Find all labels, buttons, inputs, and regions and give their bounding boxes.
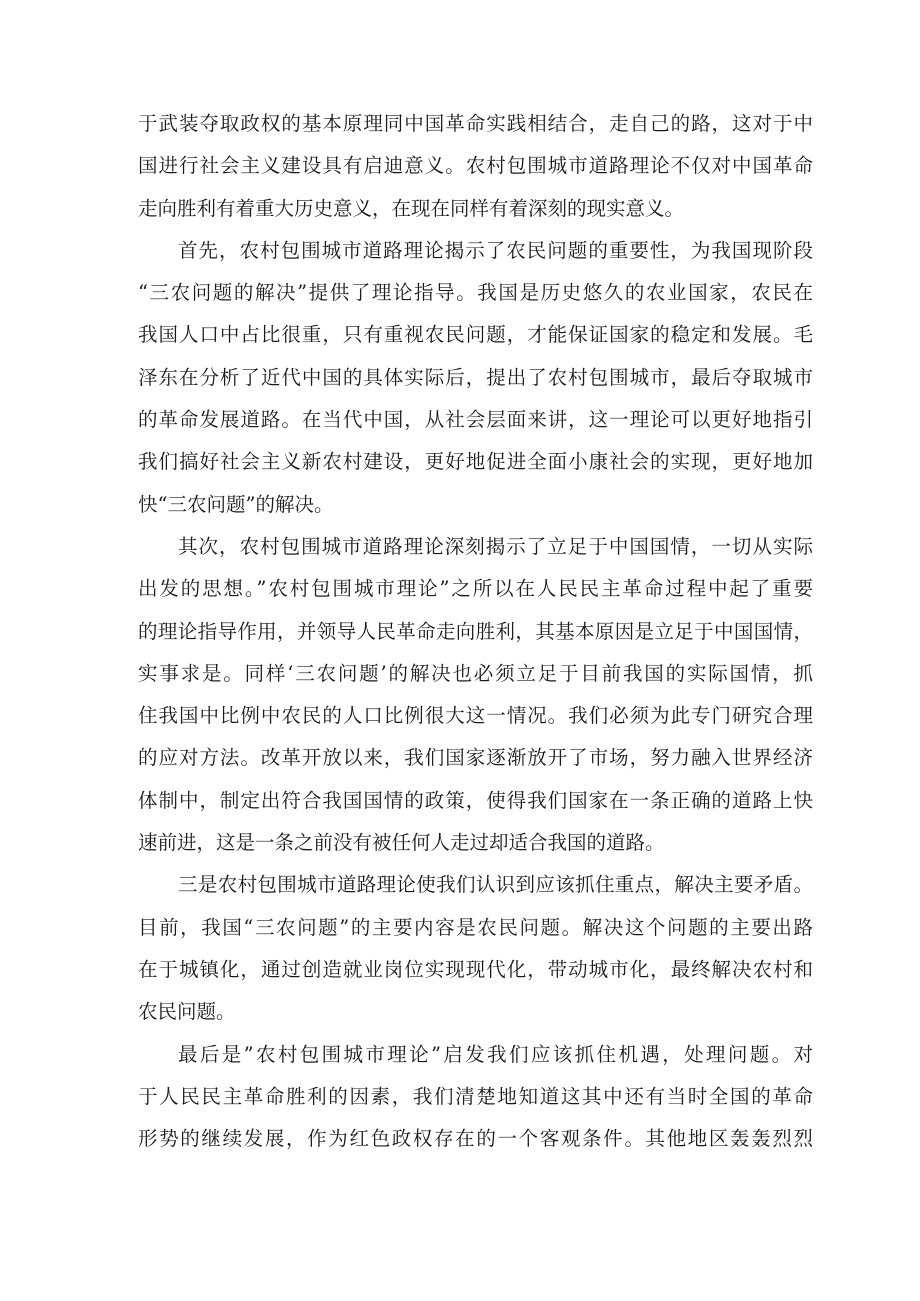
text-line: 于武装夺取政权的基本原理同中国革命实践相结合，走自己的路，这对于中 [138,112,813,135]
text-line: 的革命发展道路。在当代中国，从社会层面来讲，这一理论可以更好地指引 [138,408,813,432]
text-line: 我国人口中占比很重，只有重视农民问题，才能保证国家的稳定和发展。毛 [138,323,813,347]
text-line: 形势的继续发展，作为红色政权存在的一个客观条件。其他地区轰轰烈烈 [138,1127,813,1151]
text-line: 目前，我国“三农问题”的主要内容是农民问题。解决这个问题的主要出路 [138,915,813,939]
text-line: 体制中，制定出符合我国国情的政策，使得我们国家在一条正确的道路上快 [138,788,813,812]
paragraph-first-line: 首先，农村包围城市道路理论揭示了农民问题的重要性，为我国现阶段 [178,238,813,262]
text-line: 快“三农问题”的解决。 [138,492,334,516]
text-line: 出发的思想。”农村包围城市理论”之所以在人民民主革命过程中起了重要 [138,577,813,601]
text-line: 农民问题。 [138,1000,236,1024]
text-line: 的应对方法。改革开放以来，我们国家逐渐放开了市场，努力融入世界经济 [138,746,813,770]
paragraph-first-line: 其次，农村包围城市道路理论深刻揭示了立足于中国国情，一切从实际 [178,534,813,558]
text-line: 泽东在分析了近代中国的具体实际后，提出了农村包围城市，最后夺取城市 [138,365,813,389]
text-line: 我们搞好社会主义新农村建设，更好地促进全面小康社会的实现，更好地加 [138,450,813,474]
paragraph-first-line: 三是农村包围城市道路理论使我们认识到应该抓住重点，解决主要矛盾。 [178,873,813,897]
text-line: 走向胜利有着重大历史意义，在现在同样有着深刻的现实意义。 [138,196,685,220]
text-line: 速前进，这是一条之前没有被任何人走过却适合我国的道路。 [138,831,665,855]
text-line: 在于城镇化，通过创造就业岗位实现现代化，带动城市化，最终解决农村和 [138,957,813,981]
text-line: 国进行社会主义建设具有启迪意义。农村包围城市道路理论不仅对中国革命 [138,154,813,178]
text-line: 的理论指导作用，并领导人民革命走向胜利，其基本原因是立足于中国国情， [138,619,813,643]
text-line: 于人民民主革命胜利的因素，我们清楚地知道这其中还有当时全国的革命 [138,1084,813,1108]
text-line: 实事求是。同样‘三农问题’的解决也必须立足于目前我国的实际国情，抓 [138,661,813,685]
paragraph-first-line: 最后是”农村包围城市理论”启发我们应该抓住机遇，处理问题。对 [178,1042,813,1066]
text-line: 住我国中比例中农民的人口比例很大这一情况。我们必须为此专门研究合理 [138,704,813,728]
text-line: “三农问题的解决”提供了理论指导。我国是历史悠久的农业国家，农民在 [138,281,813,305]
body-text [138,103,813,1160]
